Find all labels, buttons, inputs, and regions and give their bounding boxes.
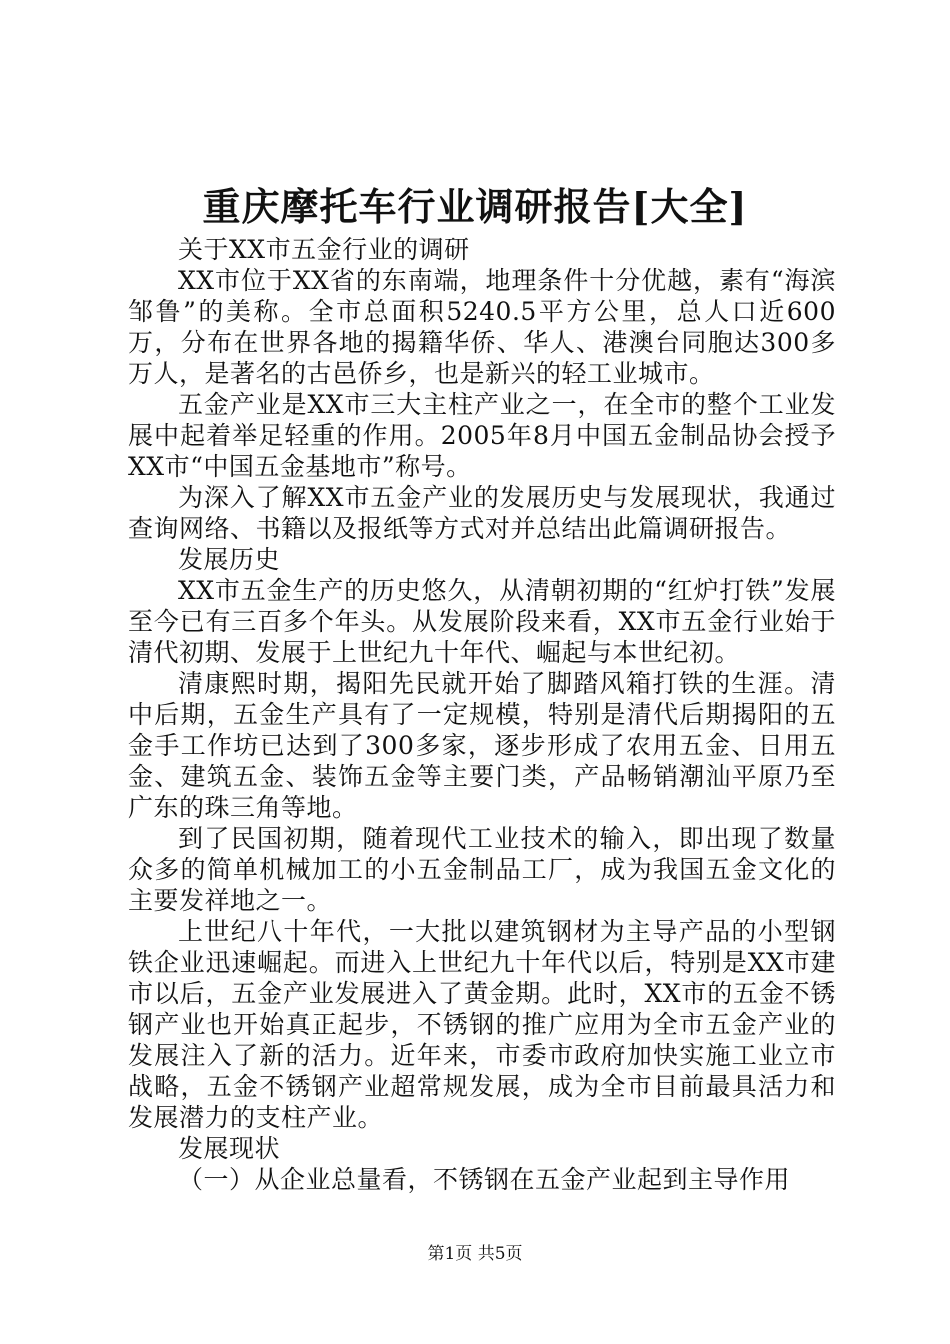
paragraph-history-republic: 到了民国初期，随着现代工业技术的输入，即出现了数量众多的简单机械加工的小五金制品工厂，成为我国五金文化的主要发祥地之一。 bbox=[128, 824, 836, 915]
paragraph-industry: 五金产业是XX市三大主柱产业之一，在全市的整个工业发展中起着举足轻重的作用。2005年8月中国五金制品协会授予XX市“中国五金基地市”称号。 bbox=[128, 390, 836, 481]
paragraph-status-1: （一）从企业总量看，不锈钢在五金产业起到主导作用 bbox=[178, 1165, 791, 1194]
document-title: 重庆摩托车行业调研报告[大全] bbox=[202, 184, 748, 229]
page-footer: 第1页 共5页 bbox=[427, 1244, 523, 1264]
document-body bbox=[128, 234, 836, 1195]
paragraph-intro: XX市位于XX省的东南端，地理条件十分优越，素有“海滨邹鲁”的美称。全市总面积5240.5平方公里，总人口近600万，分布在世界各地的揭籍华侨、华人、港澳台同胞达300多万人，是著名的古邑侨乡，也是新兴的轻工业城市。 bbox=[128, 266, 836, 388]
paragraph-subtitle: 关于XX市五金行业的调研 bbox=[178, 235, 470, 264]
paragraph-history-qing: 清康熙时期，揭阳先民就开始了脚踏风箱打铁的生涯。清中后期，五金生产具有了一定规模，特别是清代后期揭阳的五金手工作坊已达到了300多家，逐步形成了农用五金、日用五金、建筑五金、装饰五金等主要门类，产品畅销潮汕平原乃至广东的珠三角等地。 bbox=[128, 669, 836, 822]
paragraph-purpose: 为深入了解XX市五金产业的发展历史与发展现状，我通过查询网络、书籍以及报纸等方式对并总结出此篇调研报告。 bbox=[128, 483, 836, 543]
section-heading-status: 发展现状 bbox=[178, 1134, 281, 1163]
section-heading-history: 发展历史 bbox=[178, 545, 281, 574]
paragraph-history-modern: 上世纪八十年代，一大批以建筑钢材为主导产品的小型钢铁企业迅速崛起。而进入上世纪九十年代以后，特别是XX市建市以后，五金产业发展进入了黄金期。此时，XX市的五金不锈钢产业也开始真正起步，不锈钢的推广应用为全市五金产业的发展注入了新的活力。近年来，市委市政府加快实施工业立市战略，五金不锈钢产业超常规发展，成为全市目前最具活力和发展潜力的支柱产业。 bbox=[128, 917, 836, 1132]
paragraph-history-overview: XX市五金生产的历史悠久，从清朝初期的“红炉打铁”发展至今已有三百多个年头。从发展阶段来看，XX市五金行业始于清代初期、发展于上世纪九十年代、崛起与本世纪初。 bbox=[128, 576, 836, 667]
